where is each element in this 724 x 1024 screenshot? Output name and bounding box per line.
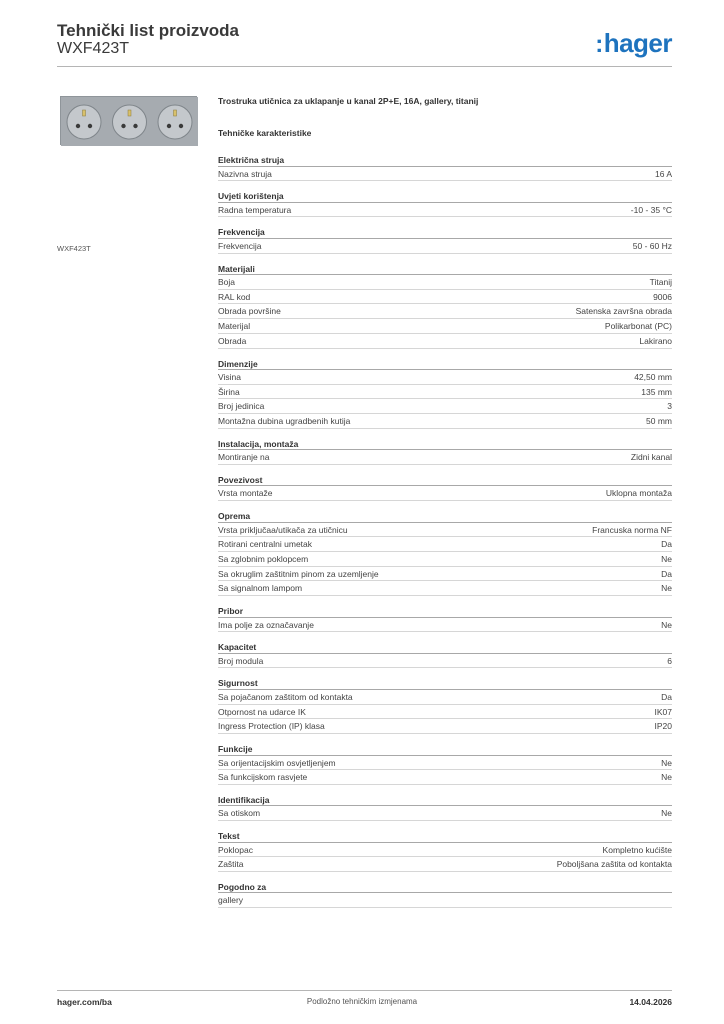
- spec-value: Ne: [661, 808, 672, 819]
- section-title: Funkcije: [218, 743, 672, 756]
- spec-section: [218, 743, 672, 785]
- spec-row: [218, 537, 672, 552]
- spec-value: 135 mm: [641, 386, 672, 397]
- spec-label: Materijal: [218, 321, 251, 332]
- spec-value: Da: [661, 539, 672, 550]
- spec-value: Ne: [661, 772, 672, 783]
- spec-row: [218, 857, 672, 872]
- spec-row: [218, 770, 672, 785]
- spec-value: 16 A: [654, 168, 672, 179]
- product-image: [60, 96, 197, 145]
- spec-label: Ima polje za označavanje: [218, 619, 314, 630]
- section-title: Pogodno za: [218, 881, 672, 894]
- spec-row: [218, 843, 672, 858]
- spec-value: 50 mm: [646, 416, 672, 427]
- spec-section: [218, 830, 672, 872]
- page-title: Tehnički list proizvoda: [57, 21, 239, 40]
- spec-label: Sa zglobnim poklopcem: [218, 554, 309, 564]
- spec-label: Obrada: [218, 335, 247, 346]
- spec-row: [218, 334, 672, 349]
- spec-row: [218, 370, 672, 385]
- footer-date: 14.04.2026: [629, 997, 672, 1007]
- spec-section: [218, 226, 672, 253]
- spec-section: [218, 154, 672, 181]
- spec-row: [218, 385, 672, 400]
- section-title: Uvjeti korištenja: [218, 190, 672, 203]
- spec-label: Montiranje na: [218, 452, 270, 463]
- spec-value: Uklopna montaža: [605, 488, 672, 499]
- spec-sections: [218, 154, 672, 908]
- spec-row: [218, 523, 672, 538]
- spec-row: [218, 581, 672, 596]
- spec-section: [218, 641, 672, 668]
- section-title: Sigurnost: [218, 677, 672, 690]
- spec-row: [218, 275, 672, 290]
- spec-label: Poklopac: [218, 844, 253, 855]
- section-title: Električna struja: [218, 154, 672, 167]
- spec-label: Montažna dubina ugradbenih kutija: [218, 416, 351, 427]
- spec-section: [218, 190, 672, 217]
- spec-label: Zaštita: [218, 859, 244, 870]
- spec-section: [218, 510, 672, 596]
- spec-row: [218, 239, 672, 254]
- spec-section: [218, 677, 672, 734]
- spec-label: Obrada površine: [218, 306, 281, 317]
- spec-label: Sa signalnom lampom: [218, 583, 303, 594]
- tech-heading: Tehničke karakteristike: [218, 128, 312, 138]
- spec-section: [218, 474, 672, 501]
- specification-panel: [218, 96, 672, 917]
- spec-value: Ne: [661, 583, 672, 594]
- spec-row: [218, 450, 672, 465]
- spec-label: Otpornost na udarce IK: [218, 706, 306, 717]
- section-title: Povezivost: [218, 474, 672, 487]
- spec-label: Visina: [218, 372, 241, 382]
- hager-logo: :hager: [595, 28, 672, 58]
- spec-label: Vrsta priključaa/utikača za utičnicu: [218, 524, 348, 535]
- spec-value: Polikarbonat (PC): [604, 321, 672, 332]
- spec-label: Frekvencija: [218, 240, 262, 251]
- spec-value: -10 - 35 °C: [630, 204, 672, 215]
- spec-value: Poboljšana zaštita od kontakta: [556, 859, 672, 870]
- spec-label: Broj jedinica: [218, 401, 265, 412]
- section-title: Materijali: [218, 263, 672, 276]
- section-title: Identifikacija: [218, 794, 672, 807]
- footer-divider: [57, 990, 672, 991]
- spec-value: IP20: [654, 721, 672, 732]
- spec-value: Titanij: [649, 277, 672, 288]
- spec-value: Ne: [661, 554, 672, 564]
- footer-website: hager.com/ba: [57, 997, 112, 1007]
- section-title: Frekvencija: [218, 226, 672, 239]
- spec-row: [218, 167, 672, 182]
- spec-row: [218, 552, 672, 567]
- section-title: Oprema: [218, 510, 672, 523]
- section-title: Pribor: [218, 605, 672, 618]
- spec-label: RAL kod: [218, 291, 251, 302]
- spec-row: [218, 203, 672, 218]
- image-caption: WXF423T: [57, 244, 91, 253]
- spec-value: Lakirano: [639, 335, 672, 346]
- spec-section: [218, 358, 672, 429]
- spec-label: gallery: [218, 895, 244, 906]
- spec-label: Vrsta montaže: [218, 488, 273, 499]
- spec-value: Da: [661, 568, 672, 579]
- footer-note: Podložno tehničkim izmjenama: [306, 997, 418, 1006]
- spec-section: [218, 605, 672, 632]
- spec-row: [218, 414, 672, 429]
- spec-value: Francuska norma NF: [592, 524, 672, 535]
- spec-section: [218, 438, 672, 465]
- spec-label: Nazivna struja: [218, 168, 272, 179]
- spec-row: [218, 567, 672, 582]
- spec-value: Ne: [661, 619, 672, 630]
- spec-section: [218, 263, 672, 349]
- product-description: Trostruka utičnica za uklapanje u kanal 2P+E, 16A, gallery, titanij: [218, 96, 479, 106]
- header-divider: [57, 66, 672, 67]
- spec-label: Sa funkcijskom rasvjete: [218, 772, 308, 783]
- section-title: Kapacitet: [218, 641, 672, 654]
- spec-value: 6: [667, 655, 672, 666]
- spec-row: [218, 705, 672, 720]
- spec-value: Zidni kanal: [630, 452, 672, 463]
- section-title: Instalacija, montaža: [218, 438, 672, 451]
- spec-label: Širina: [218, 386, 240, 397]
- spec-value: 9006: [653, 291, 672, 302]
- spec-value: Satenska završna obrada: [575, 306, 672, 317]
- spec-section: [218, 794, 672, 821]
- spec-label: Ingress Protection (IP) klasa: [218, 721, 325, 732]
- spec-row: [218, 756, 672, 771]
- socket-icon: [61, 97, 198, 146]
- spec-row: [218, 319, 672, 334]
- spec-row: [218, 690, 672, 705]
- spec-row: [218, 399, 672, 414]
- spec-value: Kompletno kućište: [602, 844, 672, 855]
- spec-section: [218, 881, 672, 908]
- spec-value: Ne: [661, 757, 672, 768]
- spec-value: 3: [667, 401, 672, 412]
- spec-row: [218, 290, 672, 305]
- logo-text: hager: [603, 28, 672, 58]
- spec-label: Radna temperatura: [218, 204, 292, 215]
- spec-row: [218, 304, 672, 319]
- spec-row: [218, 654, 672, 669]
- product-code: WXF423T: [57, 40, 130, 57]
- spec-value: 50 - 60 Hz: [632, 240, 672, 251]
- spec-row: [218, 719, 672, 734]
- section-title: Tekst: [218, 830, 672, 843]
- spec-row: [218, 486, 672, 501]
- spec-value: 42,50 mm: [634, 372, 672, 382]
- spec-label: Sa pojačanom zaštitom od kontakta: [218, 691, 353, 702]
- spec-label: Sa orijentacijskim osvjetljenjem: [218, 757, 336, 768]
- spec-label: Sa okruglim zaštitnim pinom za uzemljenje: [218, 568, 379, 579]
- section-title: Dimenzije: [218, 358, 672, 371]
- spec-row: [218, 806, 672, 821]
- spec-label: Broj modula: [218, 655, 264, 666]
- spec-row: [218, 618, 672, 633]
- spec-value: Da: [661, 691, 672, 702]
- spec-value: IK07: [654, 706, 672, 717]
- spec-label: Rotirani centralni umetak: [218, 539, 313, 550]
- spec-row: [218, 893, 672, 908]
- spec-label: Sa otiskom: [218, 808, 261, 819]
- spec-label: Boja: [218, 277, 236, 288]
